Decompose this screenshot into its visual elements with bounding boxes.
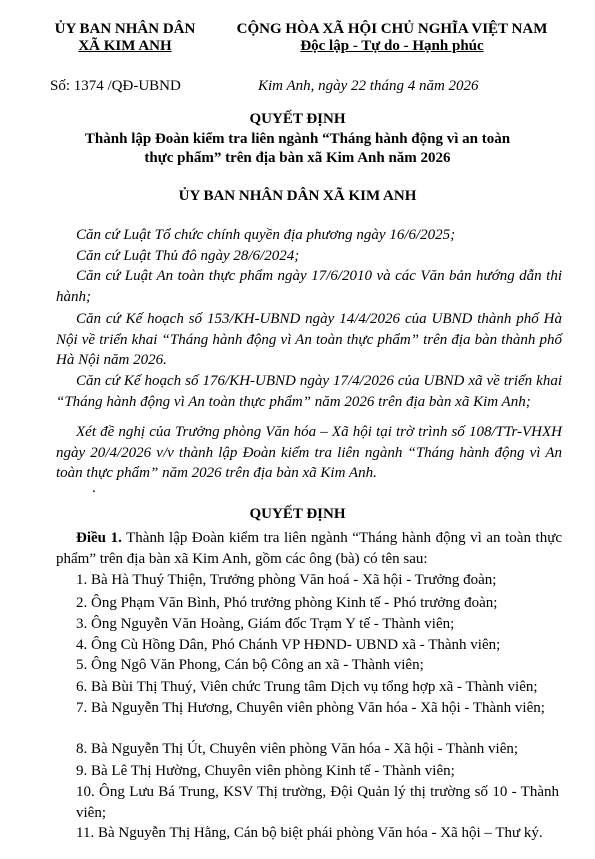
- article-1-text: Thành lập Đoàn kiểm tra liên ngành “Tháng hành động vì an toàn thực phẩm” trên địa bàn xã Kim Anh, gồm các ông (bà) có tên sau:: [56, 530, 562, 567]
- stray-mark: .: [92, 480, 96, 496]
- org-name-line1: ỦY BAN NHÂN DÂN: [54, 21, 196, 37]
- member-item: 10. Ông Lưu Bá Trung, KSV Thị trường, Đội Quản lý thị trường số 10 - Thành viên;: [76, 784, 559, 821]
- member-item: 5. Ông Ngô Văn Phong, Cán bộ Công an xã - Thành viên;: [76, 657, 424, 673]
- article-1-label: Điều 1.: [76, 530, 122, 546]
- member-item: 1. Bà Hà Thuý Thiện, Trưởng phòng Văn hoá - Xã hội - Trưởng đoàn;: [76, 572, 497, 588]
- document-number: Số: 1374 /QĐ-UBND: [50, 78, 181, 94]
- member-item: 6. Bà Bùi Thị Thuý, Viên chức Trung tâm Dịch vụ tổng hợp xã - Thành viên;: [76, 679, 538, 695]
- member-item: 2. Ông Phạm Văn Bình, Phó trưởng phòng Kinh tế - Phó trưởng đoàn;: [76, 595, 498, 611]
- member-item: 11. Bà Nguyễn Thị Hằng, Cán bộ biệt phái phòng Văn hóa - Xã hội – Thư ký.: [76, 825, 543, 841]
- national-title: CỘNG HÒA XÃ HỘI CHỦ NGHĨA VIỆT NAM: [236, 21, 548, 37]
- member-item: 9. Bà Lê Thị Hường, Chuyên viên phòng Kinh tế - Thành viên;: [76, 763, 455, 779]
- legal-ground-3: Căn cứ Luật An toàn thực phẩm ngày 17/6/2010 và các Văn bản hướng dẫn thi hành;: [56, 268, 562, 305]
- document-place-date: Kim Anh, ngày 22 tháng 4 năm 2026: [258, 78, 479, 94]
- member-item: 3. Ông Nguyễn Văn Hoàng, Giám đốc Trạm Y tế - Thành viên;: [76, 616, 455, 632]
- legal-ground-2: Căn cứ Luật Thủ đô ngày 28/6/2024;: [76, 248, 300, 264]
- national-motto: [222, 38, 562, 55]
- document-subject-line1: Thành lập Đoàn kiểm tra liên ngành “Tháng hành động vì an toàn: [84, 131, 511, 147]
- legal-ground-5: Căn cứ Kế hoạch số 176/KH-UBND ngày 17/4/2026 của UBND xã về triển khai “Tháng hành động vì An toàn thực phẩm” năm 2026 trên địa bàn xã Kim Anh;: [56, 373, 562, 410]
- article-1: [56, 528, 562, 569]
- decision-heading: QUYẾT ĐỊNH: [249, 506, 346, 522]
- legal-ground-6: Xét đề nghị của Trưởng phòng Văn hóa – Xã hội tại trờ trình số 108/TTr-VHXH ngày 20/4/2026 v/v thành lập Đoàn kiểm tra liên ngành “Tháng hành động vì An toàn thực phẩm” năm 2026 trên địa bàn xã Kim Anh.: [56, 424, 562, 481]
- org-name-line2-text: XÃ KIM ANH: [78, 38, 172, 54]
- member-item: 8. Bà Nguyễn Thị Út, Chuyên viên phòng Văn hóa - Xã hội - Thành viên;: [76, 741, 519, 757]
- member-item: 4. Ông Cù Hồng Dân, Phó Chánh VP HĐND- UBND xã - Thành viên;: [76, 637, 501, 653]
- org-name-line2: [40, 38, 210, 55]
- legal-ground-1: Căn cứ Luật Tổ chức chính quyền địa phương ngày 16/6/2025;: [76, 227, 456, 243]
- issuing-authority: ỦY BAN NHÂN DÂN XÃ KIM ANH: [178, 188, 417, 204]
- legal-ground-4: Căn cứ Kế hoạch số 153/KH-UBND ngày 14/4/2026 của UBND thành phố Hà Nội về triển khai “Tháng hành động vì An toàn thực phẩm” trên địa bàn thành phố Hà Nội năm 2026.: [56, 311, 562, 368]
- document-subject-line2: thực phẩm” trên địa bàn xã Kim Anh năm 2026: [144, 150, 451, 166]
- national-motto-text: Độc lập - Tự do - Hạnh phúc: [300, 38, 484, 54]
- member-item: 7. Bà Nguyễn Thị Hương, Chuyên viên phòng Văn hóa - Xã hội - Thành viên;: [76, 700, 545, 716]
- document-type-title: QUYẾT ĐỊNH: [249, 111, 346, 127]
